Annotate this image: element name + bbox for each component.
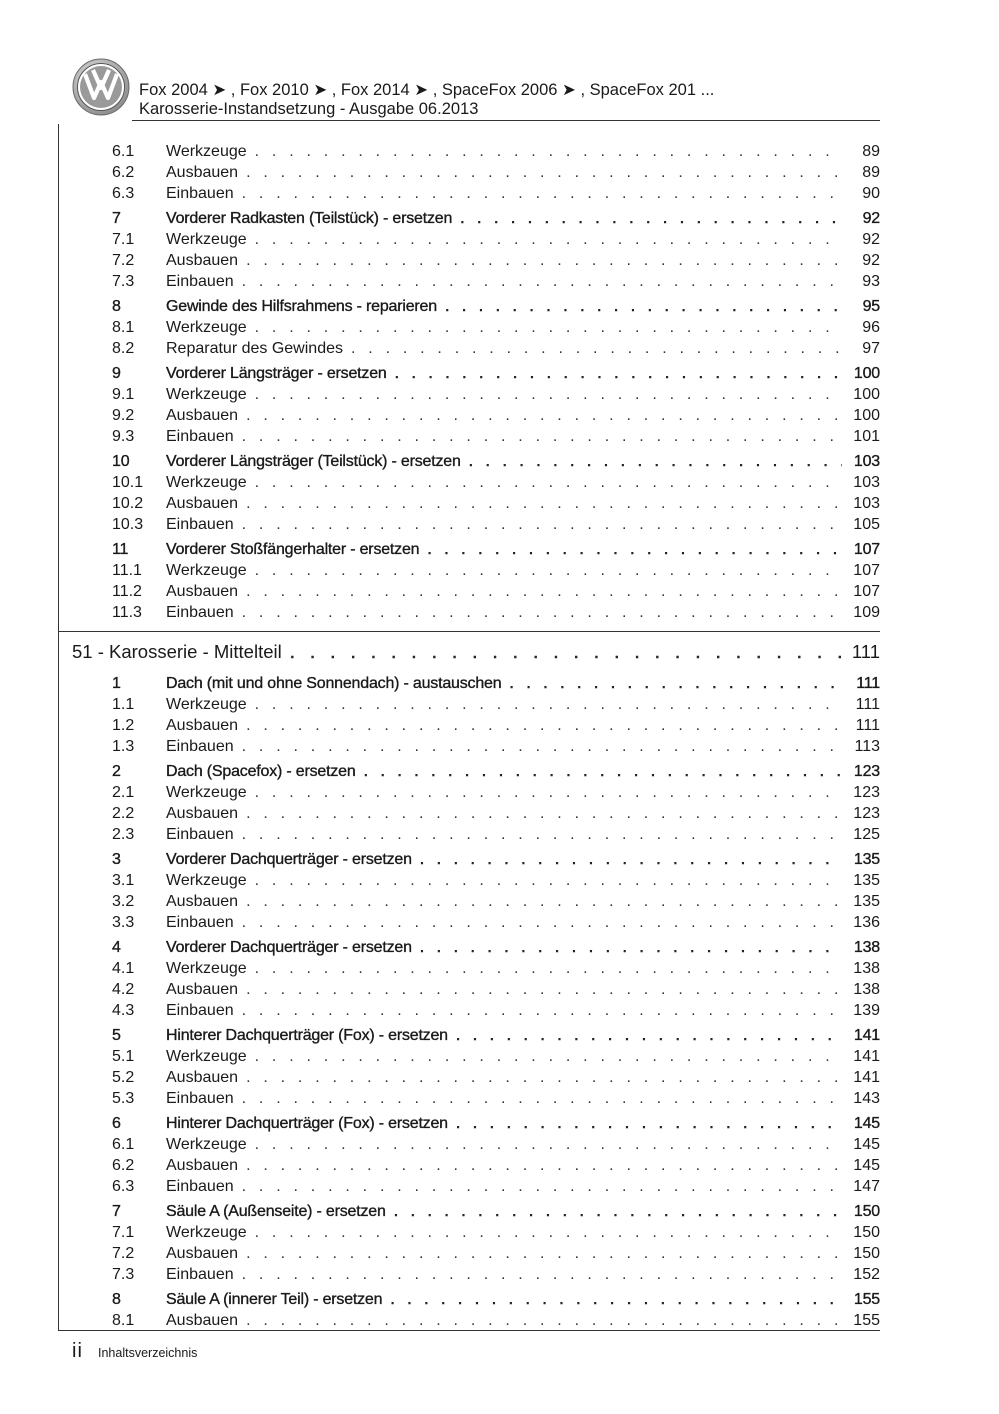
toc-page-number: 100 [853, 407, 880, 424]
toc-page-number: 111 [856, 675, 880, 692]
toc-page-number: 135 [853, 872, 880, 889]
toc-title: Werkzeuge [166, 784, 247, 801]
toc-page-number: 111 [855, 696, 880, 713]
left-margin-rule [58, 124, 59, 1331]
toc-leader-dots [246, 405, 842, 426]
toc-number: 7.2 [112, 1245, 135, 1262]
toc-page-number: 89 [862, 143, 880, 160]
toc-leader-dots [246, 1067, 842, 1088]
toc-page-number: 111 [855, 717, 880, 734]
toc-item-row[interactable] [72, 405, 880, 426]
toc-leader-dots [420, 937, 842, 958]
toc-page-number: 93 [862, 273, 880, 290]
toc-page-number: 138 [853, 981, 880, 998]
toc-item-row[interactable] [72, 1067, 880, 1088]
toc-title: Gewinde des Hilfsrahmens - reparieren [166, 298, 437, 315]
toc-item-row[interactable] [72, 514, 880, 535]
toc-leader-dots [255, 141, 842, 162]
toc-title: Ausbauen [166, 805, 239, 822]
toc-leader-dots [420, 849, 842, 870]
toc-item-row[interactable] [72, 891, 880, 912]
toc-page-number: 141 [853, 1048, 880, 1065]
toc-section-row[interactable] [72, 849, 880, 870]
toc-leader-dots [351, 338, 842, 359]
toc-number: 8 [112, 1291, 121, 1308]
toc-item-row[interactable] [72, 1155, 880, 1176]
toc-page-number: 90 [862, 185, 880, 202]
toc-number: 6.1 [112, 143, 135, 160]
toc-leader-dots [242, 1176, 842, 1197]
toc-number: 7.2 [112, 252, 135, 269]
toc-number: 11 [112, 541, 129, 558]
toc-leader-dots [242, 183, 842, 204]
toc-item-row[interactable] [72, 715, 880, 736]
toc-leader-dots [255, 560, 842, 581]
toc-item-row[interactable] [72, 1088, 880, 1109]
toc-item-row[interactable] [72, 803, 880, 824]
toc-leader-dots [394, 1201, 842, 1222]
toc-title: Werkzeuge [166, 1136, 247, 1153]
vw-logo-icon [72, 58, 130, 116]
toc-section-row[interactable] [72, 673, 880, 694]
toc-title: Werkzeuge [166, 872, 247, 889]
toc-leader-dots [246, 250, 842, 271]
toc-leader-dots [246, 162, 842, 183]
toc-number: 11.3 [112, 604, 142, 621]
toc-title: Ausbauen [166, 583, 239, 600]
toc-title: Ausbauen [166, 495, 239, 512]
toc-page-number: 103 [853, 453, 880, 470]
toc-title: Einbauen [166, 914, 234, 931]
toc-number: 6.2 [112, 1157, 135, 1174]
toc-leader-dots [255, 384, 842, 405]
chapter-divider [58, 631, 880, 632]
toc-page-number: 138 [853, 939, 880, 956]
toc-title: Säule A (Außenseite) - ersetzen [166, 1203, 386, 1220]
toc-number: 8.1 [112, 1312, 135, 1329]
footer-label: Inhaltsverzeichnis [98, 1346, 198, 1360]
toc-leader-dots [255, 1222, 842, 1243]
toc-number: 1.3 [112, 738, 135, 755]
toc-page-number: 111 [851, 641, 880, 662]
toc-item-row[interactable] [72, 229, 880, 250]
toc-number: 2.2 [112, 805, 135, 822]
toc-page-number: 150 [853, 1245, 880, 1262]
toc-leader-dots [242, 426, 842, 447]
toc-title: Ausbauen [166, 717, 239, 734]
toc-item-row[interactable] [72, 958, 880, 979]
toc-page-number: 138 [853, 960, 880, 977]
toc-leader-dots [255, 317, 842, 338]
toc-item-row[interactable] [72, 782, 880, 803]
toc-item-row[interactable] [72, 736, 880, 757]
toc-title: Ausbauen [166, 1312, 239, 1329]
toc-leader-dots [390, 1289, 842, 1310]
toc-title: Werkzeuge [166, 143, 247, 160]
toc-title: Ausbauen [166, 164, 239, 181]
toc-leader-dots [246, 1155, 842, 1176]
toc-page-number: 141 [853, 1027, 880, 1044]
toc-number: 9.1 [112, 386, 135, 403]
toc-leader-dots [445, 296, 842, 317]
toc-page-number: 89 [862, 164, 880, 181]
toc-number: 1.1 [112, 696, 135, 713]
toc-page-number: 103 [853, 474, 880, 491]
toc-number: 9.2 [112, 407, 135, 424]
toc-item-row[interactable] [72, 271, 880, 292]
header-subtitle: Karosserie-Instandsetzung - Ausgabe 06.2013 [139, 100, 479, 118]
toc-item-row[interactable] [72, 1310, 880, 1331]
toc-title: Hinterer Dachquerträger (Fox) - ersetzen [166, 1027, 448, 1044]
toc-item-row[interactable] [72, 472, 880, 493]
toc-title: Einbauen [166, 185, 234, 202]
toc-number: 6.3 [112, 1178, 135, 1195]
toc-item-row[interactable] [72, 602, 880, 623]
toc-page-number: 113 [854, 738, 880, 755]
toc-title: Einbauen [166, 826, 234, 843]
toc-leader-dots [255, 1134, 842, 1155]
toc-number: 3.1 [112, 872, 135, 889]
toc-number: 7 [112, 210, 121, 227]
toc-number: 10.2 [112, 495, 144, 512]
toc-number: 6.3 [112, 185, 135, 202]
toc-title: Dach (mit und ohne Sonnendach) - austauschen [166, 675, 502, 692]
toc-page-number: 97 [862, 340, 880, 357]
toc-leader-dots [246, 979, 842, 1000]
toc-item-row[interactable] [72, 1264, 880, 1285]
toc-item-row[interactable] [72, 162, 880, 183]
toc-leader-dots [242, 912, 842, 933]
footer-divider [58, 1330, 880, 1331]
toc-leader-dots [255, 958, 842, 979]
toc-number: 4 [112, 939, 121, 956]
toc-title: Säule A (innerer Teil) - ersetzen [166, 1291, 383, 1308]
toc-number: 11.2 [112, 583, 142, 600]
toc-leader-dots [255, 694, 842, 715]
toc-number: 9.3 [112, 428, 135, 445]
toc-page-number: 103 [853, 495, 880, 512]
toc-title: Einbauen [166, 1090, 234, 1107]
toc-title: Ausbauen [166, 1245, 239, 1262]
toc-page-number: 100 [853, 365, 880, 382]
toc-number: 4.1 [112, 960, 135, 977]
toc-title: Werkzeuge [166, 696, 247, 713]
toc-number: 1.2 [112, 717, 135, 734]
toc-number: 5.1 [112, 1048, 135, 1065]
toc-page-number: 136 [853, 914, 880, 931]
toc-title: Vorderer Längsträger - ersetzen [166, 365, 387, 382]
header-title: Fox 2004 ➤ , Fox 2010 ➤ , Fox 2014 ➤ , SpaceFox 2006 ➤ , SpaceFox 201 ... [139, 81, 715, 99]
toc-page-number: 145 [853, 1115, 880, 1132]
toc-leader-dots [246, 891, 842, 912]
toc-number: 10 [112, 453, 130, 470]
toc-page-number: 95 [862, 298, 880, 315]
toc-number: 9 [112, 365, 121, 382]
toc-section-row[interactable] [72, 1113, 880, 1134]
toc-title: Einbauen [166, 1002, 234, 1019]
toc-leader-dots [509, 673, 842, 694]
toc-item-row[interactable] [72, 560, 880, 581]
toc-section-row[interactable] [72, 363, 880, 384]
toc-page-number: 96 [862, 319, 880, 336]
toc-page-number: 145 [853, 1136, 880, 1153]
toc-item-row[interactable] [72, 141, 880, 162]
toc-leader-dots [246, 581, 842, 602]
toc-item-row[interactable] [72, 338, 880, 359]
toc-item-row[interactable] [72, 493, 880, 514]
toc-number: 2 [112, 763, 121, 780]
toc-chapter-row[interactable] [72, 635, 880, 669]
toc-number: 4.3 [112, 1002, 135, 1019]
toc-leader-dots [456, 1025, 842, 1046]
toc-number: 5.3 [112, 1090, 135, 1107]
toc-page-number: 100 [853, 386, 880, 403]
toc-title: Ausbauen [166, 981, 239, 998]
toc-page-number: 107 [853, 541, 880, 558]
toc-number: 6.1 [112, 1136, 135, 1153]
toc-number: 10.3 [112, 516, 144, 533]
toc-page-number: 123 [853, 784, 880, 801]
toc-title: Werkzeuge [166, 960, 247, 977]
toc-section-row[interactable] [72, 451, 880, 472]
toc-number: 8.1 [112, 319, 135, 336]
toc-page-number: 92 [862, 252, 880, 269]
toc-title: Vorderer Längsträger (Teilstück) - ersetzen [166, 453, 461, 470]
toc-page-number: 92 [862, 210, 880, 227]
toc-leader-dots [246, 1310, 842, 1331]
toc-title: Vorderer Dachquerträger - ersetzen [166, 939, 412, 956]
toc-title: Vorderer Radkasten (Teilstück) - ersetzen [166, 210, 453, 227]
toc-number: 7.1 [112, 1224, 135, 1241]
toc-title: Werkzeuge [166, 474, 247, 491]
toc-number: 6.2 [112, 164, 135, 181]
toc-item-row[interactable] [72, 1243, 880, 1264]
toc-section-row[interactable] [72, 761, 880, 782]
toc-number: 7.1 [112, 231, 135, 248]
toc-number: 5.2 [112, 1069, 135, 1086]
toc-page-number: 145 [853, 1157, 880, 1174]
table-of-contents [72, 141, 880, 1331]
toc-number: 7.3 [112, 273, 135, 290]
toc-number: 3.3 [112, 914, 135, 931]
toc-section-row[interactable] [72, 1289, 880, 1310]
toc-leader-dots [255, 782, 842, 803]
toc-section-row[interactable] [72, 539, 880, 560]
toc-page-number: 123 [853, 805, 880, 822]
toc-title: Werkzeuge [166, 1048, 247, 1065]
toc-item-row[interactable] [72, 870, 880, 891]
toc-leader-dots [364, 761, 842, 782]
toc-item-row[interactable] [72, 1046, 880, 1067]
toc-page-number: 141 [853, 1069, 880, 1086]
toc-leader-dots [255, 1046, 842, 1067]
toc-item-row[interactable] [72, 317, 880, 338]
footer-page-number: ii [72, 1340, 83, 1362]
toc-leader-dots [460, 208, 842, 229]
toc-title: Einbauen [166, 1266, 234, 1283]
toc-item-row[interactable] [72, 824, 880, 845]
toc-title: Ausbauen [166, 1157, 239, 1174]
toc-leader-dots [456, 1113, 842, 1134]
toc-page-number: 107 [853, 583, 880, 600]
toc-leader-dots [242, 1264, 842, 1285]
toc-number: 7 [112, 1203, 121, 1220]
toc-title: Vorderer Stoßfängerhalter - ersetzen [166, 541, 420, 558]
toc-item-row[interactable] [72, 581, 880, 602]
toc-item-row[interactable] [72, 979, 880, 1000]
toc-page-number: 135 [853, 893, 880, 910]
toc-leader-dots [242, 271, 842, 292]
toc-number: 2.1 [112, 784, 135, 801]
toc-section-row[interactable] [72, 208, 880, 229]
toc-leader-dots [242, 824, 842, 845]
toc-item-row[interactable] [72, 250, 880, 271]
toc-title: Ausbauen [166, 893, 239, 910]
toc-title: Werkzeuge [166, 231, 247, 248]
toc-title: Vorderer Dachquerträger - ersetzen [166, 851, 412, 868]
toc-title: Dach (Spacefox) - ersetzen [166, 763, 356, 780]
toc-page-number: 92 [862, 231, 880, 248]
toc-title: Werkzeuge [166, 1224, 247, 1241]
toc-number: 8 [112, 298, 121, 315]
toc-item-row[interactable] [72, 384, 880, 405]
toc-leader-dots [469, 451, 842, 472]
toc-leader-dots [290, 635, 842, 669]
toc-page-number: 123 [853, 763, 880, 780]
toc-number: 8.2 [112, 340, 135, 357]
toc-title: Ausbauen [166, 1069, 239, 1086]
toc-page-number: 147 [853, 1178, 880, 1195]
toc-title: Einbauen [166, 273, 234, 290]
toc-item-row[interactable] [72, 1176, 880, 1197]
toc-number: 10.1 [112, 474, 144, 491]
toc-number: 3 [112, 851, 121, 868]
toc-page-number: 139 [853, 1002, 880, 1019]
toc-leader-dots [427, 539, 842, 560]
toc-title: Einbauen [166, 428, 234, 445]
toc-item-row[interactable] [72, 426, 880, 447]
toc-page-number: 155 [853, 1312, 880, 1329]
toc-page-number: 107 [853, 562, 880, 579]
toc-leader-dots [395, 363, 842, 384]
toc-section-row[interactable] [72, 296, 880, 317]
toc-leader-dots [242, 514, 842, 535]
toc-page-number: 109 [853, 604, 880, 621]
toc-page-number: 150 [853, 1203, 880, 1220]
toc-title: Ausbauen [166, 407, 239, 424]
toc-title: Einbauen [166, 604, 234, 621]
toc-item-row[interactable] [72, 1000, 880, 1021]
page-header [72, 58, 880, 122]
toc-leader-dots [246, 803, 842, 824]
toc-title: Einbauen [166, 516, 234, 533]
toc-title: Hinterer Dachquerträger (Fox) - ersetzen [166, 1115, 448, 1132]
toc-item-row[interactable] [72, 1222, 880, 1243]
toc-leader-dots [255, 472, 842, 493]
toc-number: 6 [112, 1115, 121, 1132]
toc-page-number: 125 [853, 826, 880, 843]
toc-leader-dots [246, 715, 842, 736]
toc-number: 11.1 [112, 562, 142, 579]
toc-page-number: 155 [853, 1291, 880, 1308]
toc-title: Einbauen [166, 1178, 234, 1195]
toc-page-number: 143 [853, 1090, 880, 1107]
toc-leader-dots [246, 1243, 842, 1264]
toc-page-number: 135 [853, 851, 880, 868]
toc-title: Einbauen [166, 738, 234, 755]
toc-item-row[interactable] [72, 694, 880, 715]
toc-item-row[interactable] [72, 912, 880, 933]
toc-section-row[interactable] [72, 1025, 880, 1046]
toc-title: Ausbauen [166, 252, 239, 269]
toc-leader-dots [242, 736, 842, 757]
toc-item-row[interactable] [72, 1134, 880, 1155]
toc-number: 5 [112, 1027, 121, 1044]
toc-title: Werkzeuge [166, 386, 247, 403]
toc-leader-dots [255, 229, 842, 250]
toc-page-number: 152 [853, 1266, 880, 1283]
toc-title: 51 - Karosserie - Mittelteil [72, 641, 282, 662]
toc-number: 4.2 [112, 981, 135, 998]
toc-title: Werkzeuge [166, 319, 247, 336]
toc-section-row[interactable] [72, 1201, 880, 1222]
toc-leader-dots [255, 870, 842, 891]
toc-page-number: 105 [853, 516, 880, 533]
toc-page-number: 150 [853, 1224, 880, 1241]
toc-number: 3.2 [112, 893, 135, 910]
toc-leader-dots [242, 602, 842, 623]
header-divider [132, 120, 880, 121]
toc-leader-dots [242, 1000, 842, 1021]
toc-section-row[interactable] [72, 937, 880, 958]
toc-leader-dots [242, 1088, 842, 1109]
toc-number: 2.3 [112, 826, 135, 843]
toc-number: 1 [112, 675, 121, 692]
toc-item-row[interactable] [72, 183, 880, 204]
toc-page-number: 101 [853, 428, 880, 445]
toc-title: Reparatur des Gewindes [166, 340, 343, 357]
toc-leader-dots [246, 493, 842, 514]
toc-number: 7.3 [112, 1266, 135, 1283]
toc-title: Werkzeuge [166, 562, 247, 579]
